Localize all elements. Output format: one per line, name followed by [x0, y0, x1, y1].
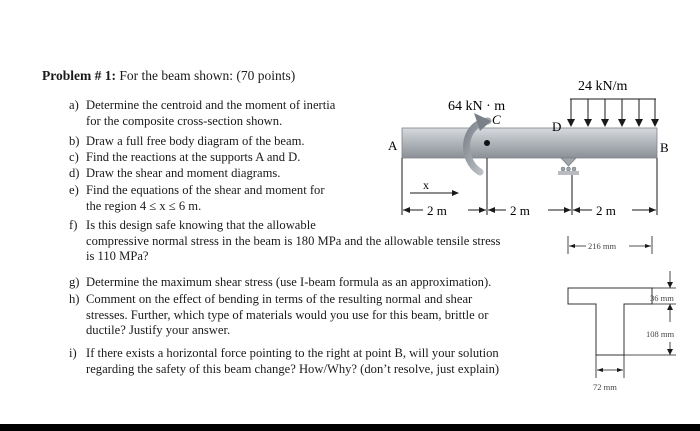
flange-thickness-label: 36 mm: [650, 293, 674, 303]
cross-section-figure: [568, 236, 676, 392]
load-arrowhead: [567, 119, 575, 127]
dim-arrowhead: [667, 349, 673, 355]
question-line: If there exists a horizontal force pointing to the right at point B, will your solution: [86, 346, 499, 360]
dim-arrowhead: [597, 368, 603, 372]
question-line: ductile? Justify your answer.: [86, 323, 231, 337]
problem-intro: For the beam shown: (70 points): [119, 68, 296, 83]
span-2-label: 2 m: [510, 203, 530, 218]
dim-arrowhead: [564, 207, 571, 213]
flange-width-label: 216 mm: [588, 241, 617, 251]
dim-arrowhead: [649, 207, 656, 213]
distributed-load-arrows: [567, 99, 659, 127]
problem-label: Problem # 1:: [42, 68, 116, 83]
roller: [572, 167, 576, 171]
point-a-label: A: [388, 138, 398, 153]
dim-arrowhead: [479, 207, 486, 213]
t-section-shape: [568, 288, 652, 355]
question-line: Is this design safe knowing that the allowable: [86, 218, 316, 232]
question-label: f): [69, 218, 78, 232]
dim-arrowhead: [403, 207, 410, 213]
span-3-label: 2 m: [596, 203, 616, 218]
moment-label: 64 kN · m: [448, 99, 506, 114]
point-c-label: C: [492, 112, 501, 127]
roller-support-d: [558, 158, 579, 175]
roller: [561, 167, 565, 171]
span-1-label: 2 m: [427, 203, 447, 218]
dim-arrowhead: [645, 244, 651, 248]
question-line: Draw the shear and moment diagrams.: [86, 166, 281, 180]
load-arrowhead: [618, 119, 626, 127]
question-line: compressive normal stress in the beam is 180 MPa and the allowable tensile stress: [86, 233, 501, 248]
question-label: d): [69, 166, 80, 180]
dim-arrowhead: [569, 244, 575, 248]
question-label: b): [69, 134, 80, 148]
load-arrowhead: [635, 119, 643, 127]
dim-arrowhead: [667, 282, 673, 288]
question-label: g): [69, 275, 80, 289]
point-c-dot: [484, 140, 490, 146]
point-b-label: B: [660, 140, 669, 155]
load-arrowhead: [601, 119, 609, 127]
question-label: a): [69, 98, 79, 112]
x-label: x: [423, 178, 429, 192]
distributed-load-label: 24 kN/m: [578, 79, 628, 94]
question-label: c): [69, 150, 79, 164]
question-line: Comment on the effect of bending in terms of the resulting normal and shear: [86, 292, 473, 306]
dim-arrowhead: [488, 207, 495, 213]
support-ground: [558, 171, 579, 175]
question-line: the region 4 ≤ x ≤ 6 m.: [86, 198, 202, 213]
x-arrowhead: [452, 190, 459, 196]
question-line: is 110 MPa?: [86, 249, 149, 263]
beam: [402, 128, 657, 158]
question-line: Find the equations of the shear and moment for: [86, 183, 325, 197]
question-line: Determine the centroid and the moment of inertia: [86, 98, 336, 112]
dim-arrowhead: [573, 207, 580, 213]
point-d-label: D: [552, 119, 562, 134]
question-line: for the composite cross-section shown.: [86, 113, 283, 128]
dim-arrowhead: [667, 304, 673, 310]
question-line: regarding the safety of this beam change? How/Why? (don’t resolve, just explain): [86, 361, 500, 376]
question-label: i): [69, 346, 77, 360]
question-line: stresses. Further, which type of materials would you use for this beam, brittle or: [86, 307, 489, 322]
question-line: Determine the maximum shear stress (use I-beam formula as an approximation).: [86, 275, 492, 289]
web-width-label: 72 mm: [593, 382, 617, 392]
question-label: e): [69, 183, 79, 197]
web-height-label: 108 mm: [646, 329, 675, 339]
dim-arrowhead: [617, 368, 623, 372]
question-label: h): [69, 292, 80, 306]
question-line: Find the reactions at the supports A and D.: [86, 150, 301, 164]
question-line: Draw a full free body diagram of the beam.: [86, 134, 305, 148]
roller: [567, 167, 571, 171]
support-wedge: [561, 158, 576, 166]
load-arrowhead: [651, 119, 659, 127]
load-arrowhead: [584, 119, 592, 127]
